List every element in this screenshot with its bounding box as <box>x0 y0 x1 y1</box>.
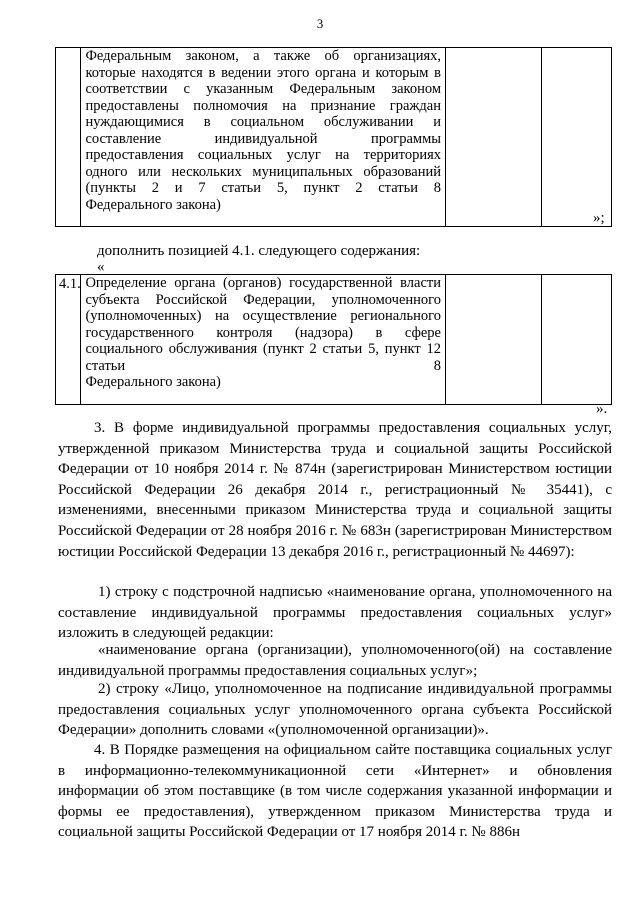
table-cell-text <box>81 275 446 405</box>
table-cell-text <box>81 48 446 227</box>
opening-quote: « <box>97 259 105 275</box>
table-cell-empty-4 <box>541 275 611 405</box>
closing-quote-1: »; <box>593 210 605 226</box>
table-cell-number: 4.1. <box>56 275 81 405</box>
intro-text: дополнить позицией 4.1. следующего содержания: <box>97 243 421 259</box>
page-number: 3 <box>316 16 324 31</box>
paragraph-4: 4. В Порядке размещения на официальном сайте поставщика социальных услуг в информационно-телекоммуникационной сети «Интернет» и обновления информации об этом поставщике (в том числе содержания указанной информации и формы ее предоставления), утвержденном приказом Министерства труда и социальной защиты Российской Федерации от 17 ноября 2014 г. № 886н <box>58 742 612 841</box>
closing-quote-2: ». <box>596 401 608 417</box>
table-row-continuation <box>55 47 612 227</box>
table-cell-text-main: Определение органа (органов) государственной власти субъекта Российской Федерации, уполномоченного (уполномоченных) на осуществление регионального государственного контроля (надзора) в сфере социального обслуживания (пункт 2 статьи 5, пункт 12 статьи 8 <box>85 275 441 374</box>
table-row-4-1 <box>55 274 612 405</box>
table-cell-empty-3 <box>446 275 542 405</box>
table-cell-text-last: Федерального закона) <box>85 196 221 213</box>
paragraph-3: 3. В форме индивидуальной программы предоставления социальных услуг, утвержденной приказом Министерства труда и социальной защиты Российской Федерации от 10 ноября 2014 г. № 874н (зарегистрирован Министерством юстиции Российской Федерации 26 декабря 2014 г., регистрационный № 35441), с изменениями, внесенными приказом Министерства труда и социальной защиты Российской Федерации от 28 ноября 2016 г. № 683н (зарегистрирован Министерством юстиции Российской Федерации 13 декабря 2016 г., регистрационный № 44697): <box>58 420 612 560</box>
table-cell-empty-4 <box>541 48 611 227</box>
table-cell-text-main: Федеральным законом, а также об организациях, которые находятся в ведении этого органа и которым в соответствии с указанным Федеральным законом предоставлены полномочия на признание граждан нуждающимися в социальном обслуживании и составление индивидуальной программы предоставления социальных услуг на территориях одного или нескольких муниципальных образований (пункты 2 и 7 статьи 5, пункт 2 статьи 8 <box>85 48 441 196</box>
table-cell-empty-3 <box>446 48 542 227</box>
paragraph-3-1: 1) строку с подстрочной надписью «наименование органа, уполномоченного на составление индивидуальной программы предоставления социальных услуг» изложить в следующей редакции: <box>58 584 612 642</box>
table-cell-text-last: Федерального закона) <box>85 374 221 390</box>
paragraph-3-1-text: «наименование органа (организации), уполномоченного(ой) на составление индивидуальной программы предоставления социальных услуг»; <box>58 642 612 679</box>
table-cell-number <box>56 48 81 227</box>
paragraph-3-2: 2) строку «Лицо, уполномоченное на подписание индивидуальной программы предоставления социальных услуг уполномоченного органа субъекта Российской Федерации» дополнить словами «(уполномоченной организации)». <box>58 681 612 739</box>
